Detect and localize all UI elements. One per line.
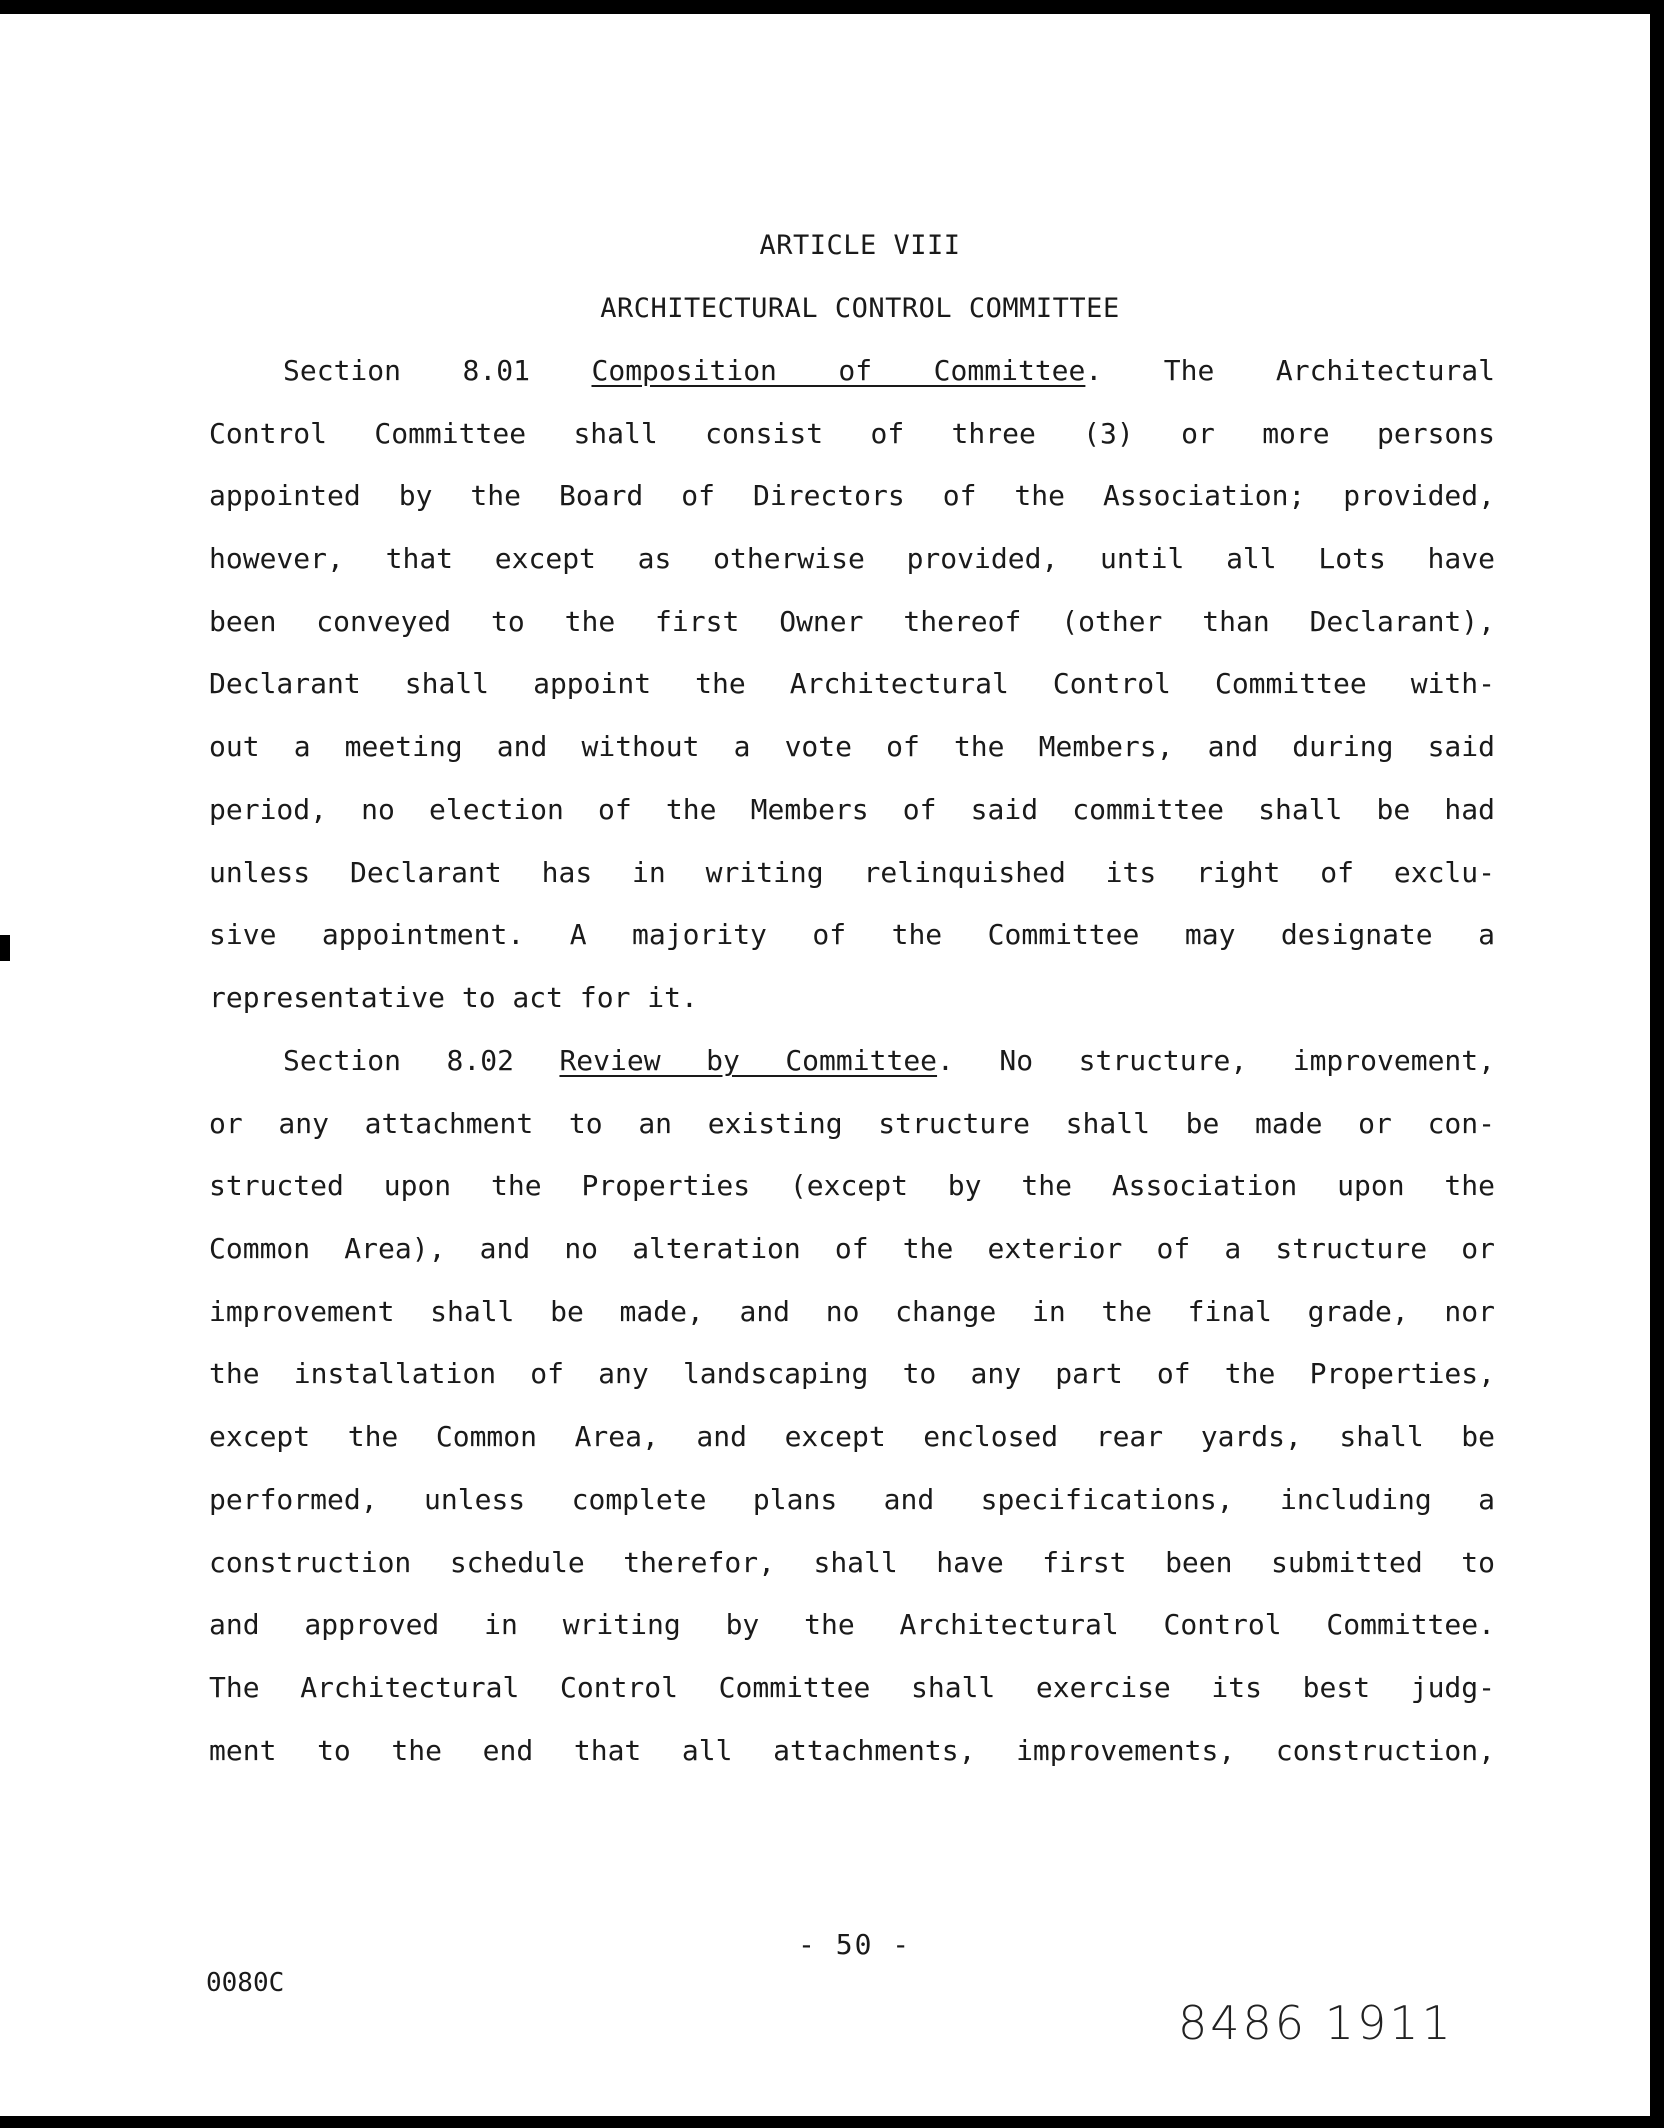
paragraph-line: and approved in writing by the Architectural Control Committee. <box>209 1608 1495 1642</box>
section-label: Section 8.02 <box>283 1044 560 1077</box>
line-text: . No structure, improvement, <box>937 1044 1495 1077</box>
stamp-number: 8486 1911 <box>1178 1996 1454 2050</box>
page-number: - 50 - <box>798 1928 912 1961</box>
paragraph-line: appointed by the Board of Directors of the Association; provided, <box>209 479 1495 513</box>
paragraph-line: ment to the end that all attachments, improvements, construction, <box>209 1733 1495 1767</box>
line-text: . The Architectural <box>1085 354 1496 387</box>
document-code: 0080C <box>206 1968 285 1998</box>
paragraph-line: Declarant shall appoint the Architectural Control Committee with- <box>209 667 1495 701</box>
scan-border-bottom <box>0 2116 1664 2128</box>
paragraph-line: improvement shall be made, and no change in the final grade, nor <box>209 1294 1495 1328</box>
section-8-01-paragraph <box>209 340 1495 1030</box>
scan-margin-mark <box>0 935 10 961</box>
paragraph-line: out a meeting and without a vote of the Members, and during said <box>209 730 1495 764</box>
article-subtitle: ARCHITECTURAL CONTROL COMMITTEE <box>600 293 1120 324</box>
paragraph-line: been conveyed to the first Owner thereof (other than Declarant), <box>209 604 1495 638</box>
scan-border-top <box>0 0 1664 14</box>
paragraph-line: except the Common Area, and except enclosed rear yards, shall be <box>209 1420 1495 1454</box>
paragraph-line: The Architectural Control Committee shall exercise its best judg- <box>209 1670 1495 1704</box>
paragraph-line: sive appointment. A majority of the Committee may designate a <box>209 918 1495 952</box>
paragraph-line: representative to act for it. <box>209 980 698 1014</box>
section-8-02-paragraph <box>209 1030 1495 1782</box>
paragraph-line: structed upon the Properties (except by the Association upon the <box>209 1169 1495 1203</box>
paragraph-line: the installation of any landscaping to any part of the Properties, <box>209 1357 1495 1391</box>
paragraph-line: Control Committee shall consist of three (3) or more persons <box>209 416 1495 450</box>
article-title: ARTICLE VIII <box>759 230 961 261</box>
paragraph-line: Common Area), and no alteration of the exterior of a structure or <box>209 1232 1495 1266</box>
paragraph-line: unless Declarant has in writing relinquished its right of exclu- <box>209 855 1495 889</box>
paragraph-line: or any attachment to an existing structure shall be made or con- <box>209 1106 1495 1140</box>
section-label: Section 8.01 <box>283 354 592 387</box>
section-heading: Review by Committee <box>559 1044 938 1077</box>
paragraph-line <box>209 1030 1495 1093</box>
paragraph-line: period, no election of the Members of said committee shall be had <box>209 792 1495 826</box>
paragraph-line: construction schedule therefor, shall have first been submitted to <box>209 1545 1495 1579</box>
paragraph-line: performed, unless complete plans and specifications, including a <box>209 1482 1495 1516</box>
paragraph-line: however, that except as otherwise provided, until all Lots have <box>209 542 1495 576</box>
paragraph-line <box>209 340 1495 403</box>
section-heading: Composition of Committee <box>591 354 1086 387</box>
